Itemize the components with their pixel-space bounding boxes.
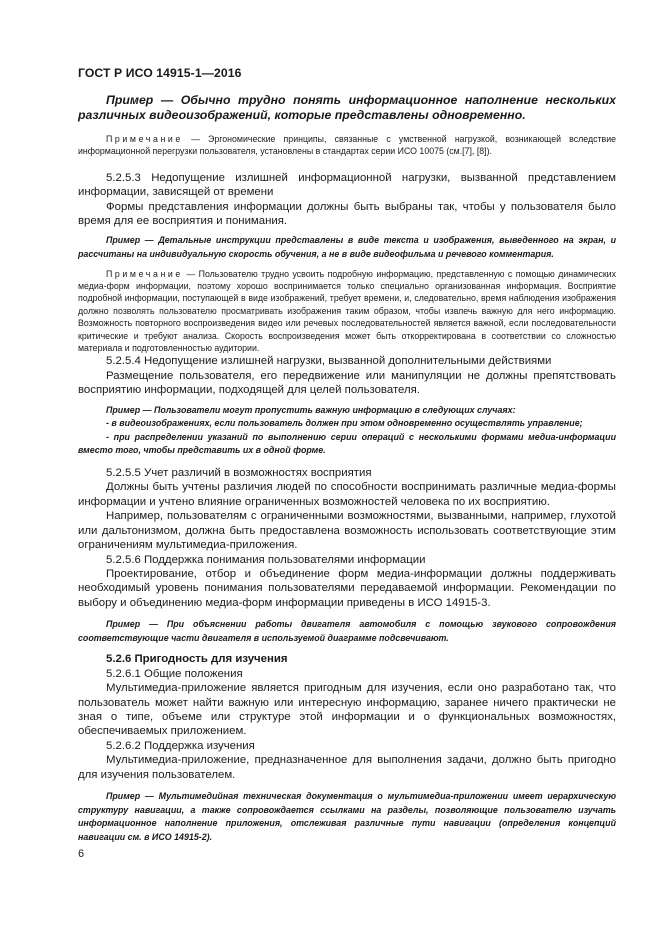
body-paragraph: Мультимедиа-приложение является пригодным для изучения, если оно разработано так, что пользователь может найти важную или интересную информацию, заранее ничего практически не зная о типе, объеме или структуре этой информации и о функциональных возможностях, обеспечиваемых приложением. bbox=[78, 682, 616, 738]
body-paragraph: 5.2.6.1 Общие положения bbox=[106, 667, 243, 680]
body-paragraph: Формы представления информации должны быть выбраны так, чтобы у пользователя было время для ее восприятия и понимания. bbox=[78, 200, 616, 228]
note-lead: Примечание bbox=[106, 268, 183, 279]
note-lead: Примечание bbox=[106, 134, 183, 144]
example-paragraph: Пример — При объяснении работы двигателя автомобиля с помощью звукового сопровождения соответствующие части двигателя в используемой диаграмме подсвечивают. bbox=[78, 619, 616, 643]
body-paragraph: Размещение пользователя, его передвижение или манипуляции не должны препятствовать восприятию информации, подходящей для целей пользователя. bbox=[78, 369, 616, 397]
note-text: — Пользователю трудно усвоить подробную информацию, представленную с помощью динамических медиа-форм информации, поэтому хорошо воспринимается только специально организованная информация. Восприятие подробной информации, поступающей в виде изображений, требует времени, и, следовательно, время наблюдения изображения должно позволять пользователю просматривать изображения таким образом, чтобы извлечь важную для него информацию. Возможность повторного воспроизведения видео или речевых последовательностей является важной, если последовательности критические и требуют анализа. Скорость воспроизведения может быть откорректирована в соответствии со сложностью материала и подготовленностью аудитории. bbox=[78, 268, 616, 354]
example-paragraph: Пример — Детальные инструкции представлены в виде текста и изображения, выведенного на экран, и рассчитаны на индивидуальную скорость обучения, а не в виде видеофильма и речевого комментария. bbox=[78, 235, 616, 260]
example-paragraph: Пример — Пользователи могут пропустить важную информацию в следующих случаях: bbox=[106, 404, 516, 415]
body-paragraph: 5.2.5.5 Учет различий в возможностях восприятия bbox=[106, 467, 372, 480]
page-number: 6 bbox=[78, 848, 85, 860]
example-paragraph: Пример — Обычно трудно понять информационное наполнение нескольких различных видеоизображений, которые представлены одновременно. bbox=[78, 93, 616, 122]
body-paragraph: 5.2.5.6 Поддержка понимания пользователями информации bbox=[106, 553, 426, 566]
body-paragraph: Например, пользователям с ограниченными возможностями, вызванными, например, глухотой или дальтонизмом, должна быть предоставлена возможность использовать соответствующие этим ограничениям мультимедиа-приложения. bbox=[78, 510, 616, 552]
example-paragraph: - в видеоизображениях, если пользователь должен при этом одновременно осуществлять управление; bbox=[106, 418, 583, 429]
body-paragraph: Мультимедиа-приложение, предназначенное для выполнения задачи, должно быть пригодно для изучения пользователем. bbox=[78, 754, 616, 781]
body-paragraph: 5.2.6.2 Поддержка изучения bbox=[106, 739, 255, 752]
note-text: — Эргономические принципы, связанные с умственной нагрузкой, возникающей вследствие информационной перегрузки пользователя, установлены в стандартах серии ИСО 10075 (см.[7], [8]). bbox=[78, 134, 616, 157]
body-paragraph: Должны быть учтены различия людей по способности воспринимать различные медиа-формы информации и учтено влияние ограниченных возможностей человека по их восприятию. bbox=[78, 481, 616, 508]
body-paragraph: 5.2.5.3 Недопущение излишней информационной нагрузки, вызванной представлением информации, зависящей от времени bbox=[78, 171, 616, 199]
body-paragraph: 5.2.6 Пригодность для изучения bbox=[106, 653, 288, 666]
note-paragraph bbox=[78, 268, 616, 355]
example-paragraph: Пример — Мультимедийная техническая документация о мультимедиа-приложении имеет иерархическую структуру навигации, а также сопровождается ссылками на разделы, позволяющие пользователю изучать информационное наполнение приложения, отслеживая различные пути навигации (определения концепций навигации см. в ИСО 14915-2). bbox=[78, 790, 616, 842]
body-paragraph: Проектирование, отбор и объединение форм медиа-информации должны поддерживать необходимый уровень понимания пользователями передаваемой информации. Рекомендации по выбору и объединению медиа-форм информации приведены в ИСО 14915-3. bbox=[78, 567, 616, 609]
document-header: ГОСТ Р ИСО 14915-1—2016 bbox=[78, 66, 242, 80]
note-paragraph bbox=[78, 133, 616, 158]
example-paragraph: - при распределении указаний по выполнению серии операций с несколькими формами медиа-информации вместо того, чтобы представить их в одной форме. bbox=[78, 431, 616, 456]
body-paragraph: 5.2.5.4 Недопущение излишней нагрузки, вызванной дополнительными действиями bbox=[106, 355, 552, 368]
page-content bbox=[78, 93, 616, 844]
